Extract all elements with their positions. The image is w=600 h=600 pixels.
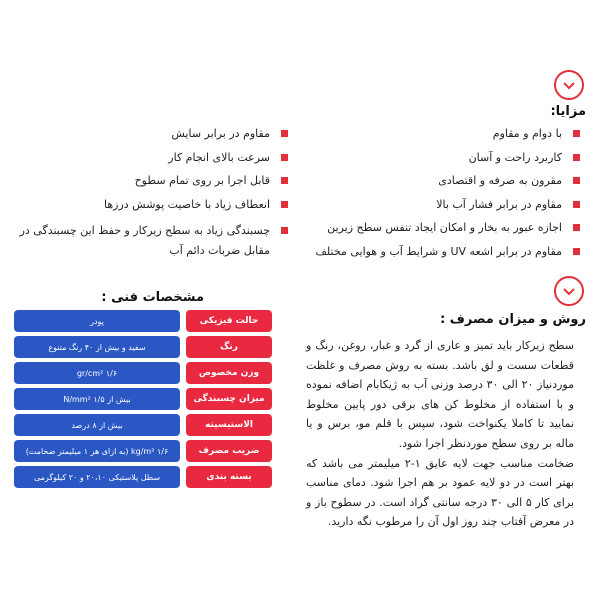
- spec-value: سطل پلاستیکی ۲۰،۱۰ و ۲۰ کیلوگرمی: [14, 466, 180, 488]
- list-item: قابل اجرا بر روی تمام سطوح: [16, 174, 288, 188]
- specs-table: [14, 310, 272, 492]
- table-row: [14, 362, 272, 384]
- bullet-icon: [573, 154, 580, 161]
- list-item: مقاوم در برابر اشعه UV و شرایط آب و هوایی مختلف: [312, 245, 580, 259]
- bullet-icon: [281, 154, 288, 161]
- spec-value: بیش از ۱/۵ N/mm²: [14, 388, 180, 410]
- list-item: کاربرد راحت و آسان: [312, 151, 580, 165]
- table-row: [14, 388, 272, 410]
- bullet-icon: [281, 227, 288, 234]
- advantages-title: مزایا:: [550, 104, 586, 119]
- spec-label: میزان چسبندگی: [186, 388, 272, 410]
- advantages-left-list: [16, 127, 288, 271]
- bullet-icon: [573, 248, 580, 255]
- spec-label: رنگ: [186, 336, 272, 358]
- list-item: مقاوم در برابر فشار آب بالا: [312, 198, 580, 212]
- bullet-icon: [573, 224, 580, 231]
- usage-paragraph: سطح زیرکار باید تمیز و عاری از گرد و غبار، روغن، رنگ و قطعات سست و لق باشد. بسته به روش مصرف و غلظت موردنیاز ۲۰ الی ۳۰ درصد وزنی آب به ژیکابام اضافه نموده و با استفاده از مخلوط کن های برقی دور پایین مخلوط نمایید تا کاملا یکنواخت شود، سپس با قلم مو، برس و یا ماله بر روی سطح موردنظر اجرا شود.: [306, 339, 575, 450]
- list-item: مقاوم در برابر سایش: [16, 127, 288, 141]
- spec-label: بسته بندی: [186, 466, 272, 488]
- bullet-icon: [573, 201, 580, 208]
- table-row: [14, 414, 272, 436]
- list-item: اجازه عبور به بخار و امکان ایجاد تنفس سطح زیرین: [312, 221, 580, 235]
- usage-text: [306, 336, 574, 532]
- bullet-icon: [281, 130, 288, 137]
- spec-value: ۱/۶ kg/m² (به ازای هر ۱ میلیمتر ضخامت): [14, 440, 180, 462]
- spec-value: سفید و بیش از ۴۰ رنگ متنوع: [14, 336, 180, 358]
- bullet-icon: [573, 130, 580, 137]
- table-row: [14, 466, 272, 488]
- list-item: انعطاف زیاد با خاصیت پوشش درزها: [16, 198, 288, 212]
- list-item: مقرون به صرفه و اقتصادی: [312, 174, 580, 188]
- bullet-icon: [573, 177, 580, 184]
- spec-label: وزن مخصوص: [186, 362, 272, 384]
- advantages-right-list: [312, 127, 580, 268]
- usage-title: روش و میزان مصرف :: [440, 312, 586, 327]
- list-item: سرعت بالای انجام کار: [16, 151, 288, 165]
- spec-label: حالت فیزیکی: [186, 310, 272, 332]
- chevron-down-circle-icon[interactable]: [554, 70, 584, 100]
- table-row: [14, 336, 272, 358]
- list-item: چسبندگی زیاد به سطح زیرکار و حفظ این چسبندگی در مقابل ضربات دائم آب: [16, 221, 288, 261]
- bullet-icon: [281, 201, 288, 208]
- list-item: با دوام و مقاوم: [312, 127, 580, 141]
- spec-label: الاستیسیته: [186, 414, 272, 436]
- chevron-down-circle-icon[interactable]: [554, 276, 584, 306]
- specs-title: مشخصات فنی :: [101, 290, 204, 305]
- usage-paragraph: ضخامت مناسب جهت لایه عایق ۱-۲ میلیمتر می باشد که بهتر است در دو لایه عمود بر هم اجرا شود. دمای مناسب برای کار ۵ الی ۳۰ درجه سانتی گراد است. در سطوح باز و در معرض آفتاب چند روز اول آن را مرطوب نگه دارید.: [306, 456, 574, 529]
- table-row: [14, 440, 272, 462]
- bullet-icon: [281, 177, 288, 184]
- spec-value: پودر: [14, 310, 180, 332]
- spec-value: بیش از ۸ درصد: [14, 414, 180, 436]
- spec-value: ۱/۶ gr/cm²: [14, 362, 180, 384]
- table-row: [14, 310, 272, 332]
- spec-label: ضریب مصرف: [186, 440, 272, 462]
